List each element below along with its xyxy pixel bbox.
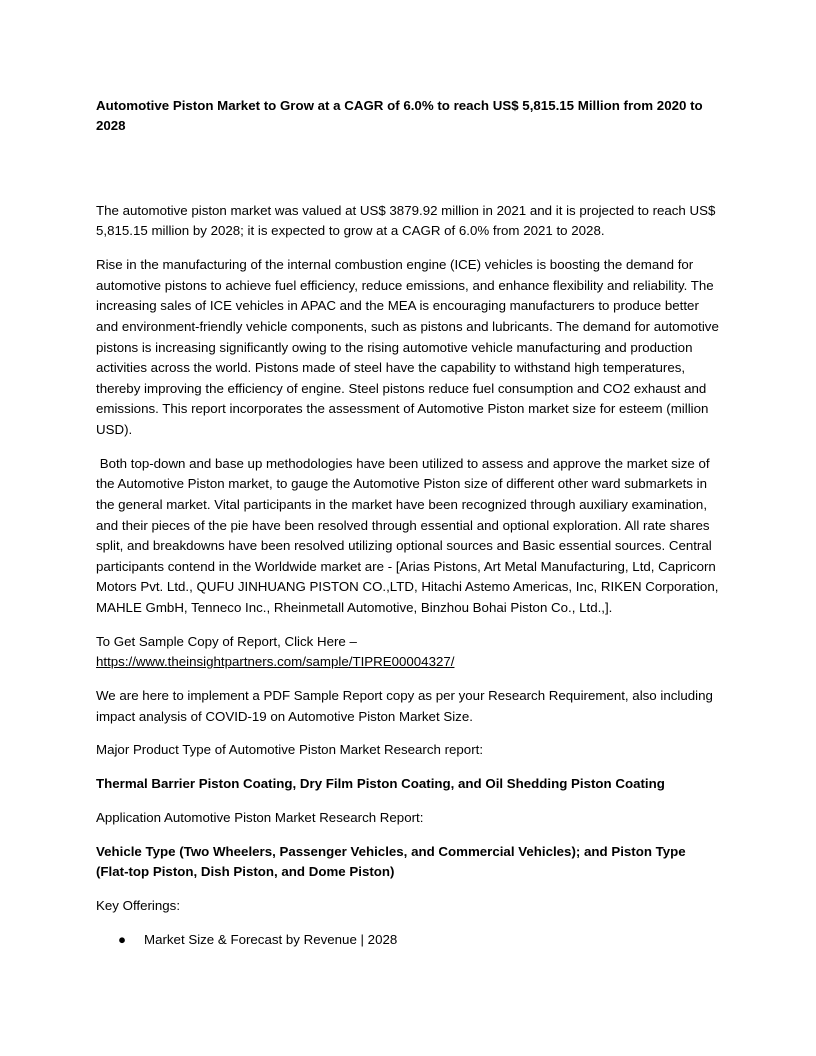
methodology-paragraph: Both top-down and base up methodologies have been utilized to assess and approve the market size of the Automotive Piston market, to gauge the Automotive Piston size of different other ward submarkets in the general market. Vital participants in the market have been recognized through auxiliary examination, and their pieces of the pie have been resolved through essential and optional exploration. All rate shares split, and breakdowns have been resolved utilizing optional sources and Basic essential sources. Central participants contend in the Worldwide market are - [Arias Pistons, Art Metal Manufacturing, Ltd, Capricorn Motors Pvt. Ltd., QUFU JINHUANG PISTON CO.,LTD, Hitachi Astemo Americas, Inc, RIKEN Corporation, MAHLE GmbH, Tenneco Inc., Rheinmetall Automotive, Binzhou Bohai Piston Co., Ltd.,]. — [96, 455, 723, 615]
list-item-text: Market Size & Forecast by Revenue | 2028 — [144, 931, 398, 947]
application-heading: Application Automotive Piston Market Research Report: — [96, 809, 424, 825]
product-types-list: Thermal Barrier Piston Coating, Dry Film Piston Coating, and Oil Shedding Piston Coating — [96, 776, 665, 792]
pdf-note-paragraph: We are here to implement a PDF Sample Report copy as per your Research Requirement, also including impact analysis of COVID-19 on Automotive Piston Market Size. — [96, 688, 713, 724]
key-offerings-heading: Key Offerings: — [96, 898, 181, 914]
sample-prompt-text: To Get Sample Copy of Report, Click Here – — [96, 633, 357, 649]
sample-request-paragraph — [96, 632, 720, 673]
sample-report-link[interactable]: https://www.theinsightpartners.com/sample/TIPRE00004327/ — [96, 654, 455, 670]
page-title: Automotive Piston Market to Grow at a CAGR of 6.0% to reach US$ 5,815.15 Million from 2020 to 2028 — [96, 98, 703, 134]
growth-paragraph: Rise in the manufacturing of the internal combustion engine (ICE) vehicles is boosting the demand for automotive pistons to achieve fuel efficiency, reduce emissions, and enhance flexibility and reliability. The increasing sales of ICE vehicles in APAC and the MEA is encouraging manufacturers to produce better and environment-friendly vehicle components, such as pistons and lubricants. The demand for automotive pistons is increasing significantly owing to the rising automotive vehicle manufacturing and production activities across the world. Pistons made of steel have the capability to withstand high temperatures, thereby improving the efficiency of engine. Steel pistons reduce fuel consumption and CO2 exhaust and emissions. This report incorporates the assessment of Automotive Piston market size for esteem (million USD). — [96, 257, 719, 437]
key-offerings-list — [96, 930, 720, 951]
list-item — [96, 930, 720, 951]
intro-paragraph: The automotive piston market was valued at US$ 3879.92 million in 2021 and it is projected to reach US$ 5,815.15 million by 2028; it is expected to grow at a CAGR of 6.0% from 2021 to 2028. — [96, 202, 716, 239]
bullet-icon: ● — [118, 931, 127, 947]
applications-list: Vehicle Type (Two Wheelers, Passenger Vehicles, and Commercial Vehicles); and Piston Type (Flat-top Piston, Dish Piston, and Dome Piston) — [96, 843, 686, 880]
product-type-heading: Major Product Type of Automotive Piston Market Research report: — [96, 742, 484, 758]
